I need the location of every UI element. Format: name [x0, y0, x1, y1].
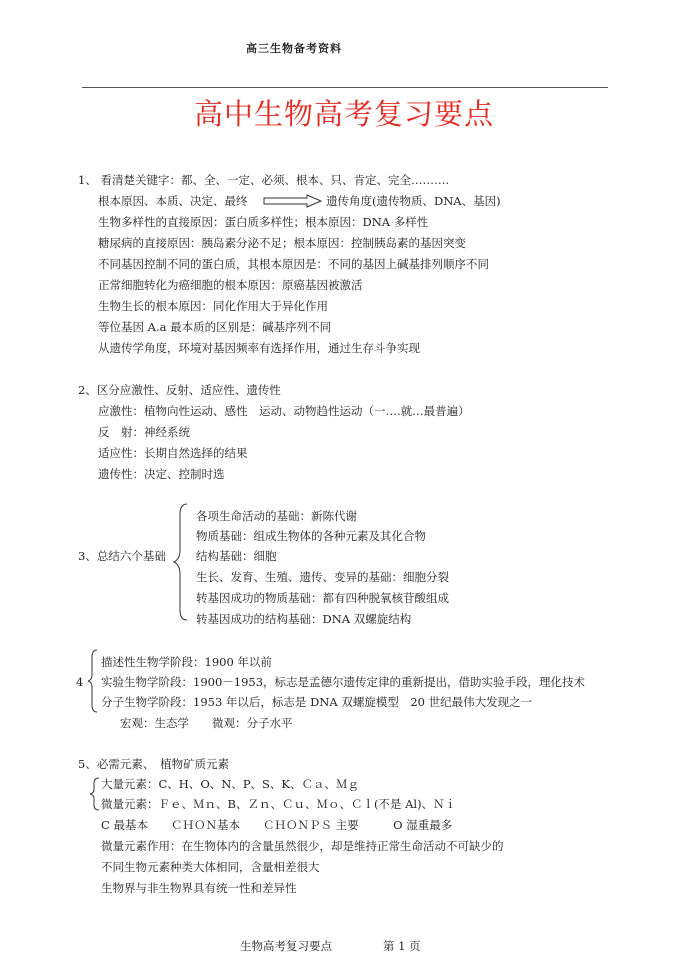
header-rule [82, 87, 608, 88]
section-1-line: 生物生长的根本原因：同化作用大于异化作用 [98, 299, 328, 313]
section-3-item: 结构基础：细胞 [196, 549, 277, 563]
section-1-line: 从遗传学角度，环境对基因频率有选择作用，通过生存斗争实现 [98, 341, 420, 355]
section-3-item: 转基因成功的结构基础：DNA 双螺旋结构 [196, 612, 412, 626]
section-3-item: 各项生命活动的基础：新陈代谢 [196, 509, 357, 523]
footer-title: 生物高考复习要点 [240, 939, 332, 953]
document-title: 高中生物高考复习要点 [193, 97, 494, 131]
page-number: 第 1 页 [383, 939, 421, 953]
left-brace-icon [86, 648, 100, 714]
major-elements: 大量元素：C、H、O、N、P、S、K、Ｃａ、Ｍｇ [101, 777, 360, 791]
section-3-label: 3、总结六个基础 [78, 549, 166, 563]
section-1-heading: 1、 看清楚关键字：都、全、一定、必须、根本、只、肯定、完全………. [78, 173, 450, 187]
section-4-tail: 宏观：生态学 微观：分子水平 [120, 716, 293, 730]
section-5-heading: 5、必需元素、 植物矿质元素 [78, 757, 230, 771]
section-3-item: 物质基础：组成生物体的各种元素及其化合物 [196, 529, 426, 543]
section-3-item: 生长、发育、生殖、遗传、变异的基础：细胞分裂 [196, 570, 449, 584]
section-1-line: 等位基因 A.a 最本质的区别是：碱基序列不同 [98, 320, 332, 334]
section-1-arrow-right: 遗传角度(遗传物质、DNA、基因) [326, 194, 501, 208]
section-1-line: 生物多样性的直接原因：蛋白质多样性；根本原因：DNA 多样性 [98, 215, 429, 229]
left-brace-icon [172, 502, 192, 622]
page-header: 高三生物备考资料 [246, 42, 342, 55]
section-1-line: 不同基因控制不同的蛋白质，其根本原因是：不同的基因上碱基排列顺序不同 [98, 257, 489, 271]
section-4-item: 描述性生物学阶段：1900 年以前 [101, 655, 272, 669]
left-brace-icon [88, 776, 102, 812]
section-4-number: 4 [76, 675, 84, 689]
section-5-line: 生物界与非生物界具有统一性和差异性 [101, 881, 297, 895]
section-1-line: 正常细胞转化为癌细胞的根本原因：原癌基因被激活 [98, 278, 363, 292]
section-2-heading: 2、区分应激性、反射、适应性、遗传性 [78, 383, 281, 397]
section-5-line: 不同生物元素种类大体相同，含量相差很大 [101, 860, 320, 874]
section-1-line: 糖尿病的直接原因：胰岛素分泌不足；根本原因：控制胰岛素的基因突变 [98, 236, 466, 250]
right-arrow-icon [263, 194, 323, 208]
section-3-item: 转基因成功的物质基础：都有四种脱氧核苷酸组成 [196, 591, 449, 605]
section-4-item: 实验生物学阶段：1900－1953，标志是孟德尔遗传定律的重新提出，借助实验手段，理化技术 [101, 675, 586, 689]
section-2-line: 反 射：神经系统 [98, 425, 190, 439]
section-4-item: 分子生物学阶段：1953 年以后，标志是 DNA 双螺旋模型 20 世纪最伟大发现之一 [101, 695, 533, 709]
section-2-line: 适应性：长期自然选择的结果 [98, 446, 248, 460]
section-2-line: 应激性：植物向性运动、感性 运动、动物趋性运动（一….就…最普遍） [98, 404, 470, 418]
trace-elements: 微量元素：Ｆｅ、Ｍｎ、B、Ｚｎ、Ｃｕ、Ｍｏ、Ｃｌ(不是 Al)、Ｎｉ [101, 797, 457, 811]
section-1-arrow-left: 根本原因、本质、决定、最终 [98, 194, 248, 208]
section-2-line: 遗传性：决定、控制时选 [98, 467, 225, 481]
section-5-line: 微量元素作用：在生物体内的含量虽然很少，却是维持正常生命活动不可缺少的 [101, 839, 504, 853]
basic-elements: C 最基本 ＣＨＯＮ基本 ＣＨＯＮＰＳ 主要 O 湿重最多 [101, 818, 453, 832]
